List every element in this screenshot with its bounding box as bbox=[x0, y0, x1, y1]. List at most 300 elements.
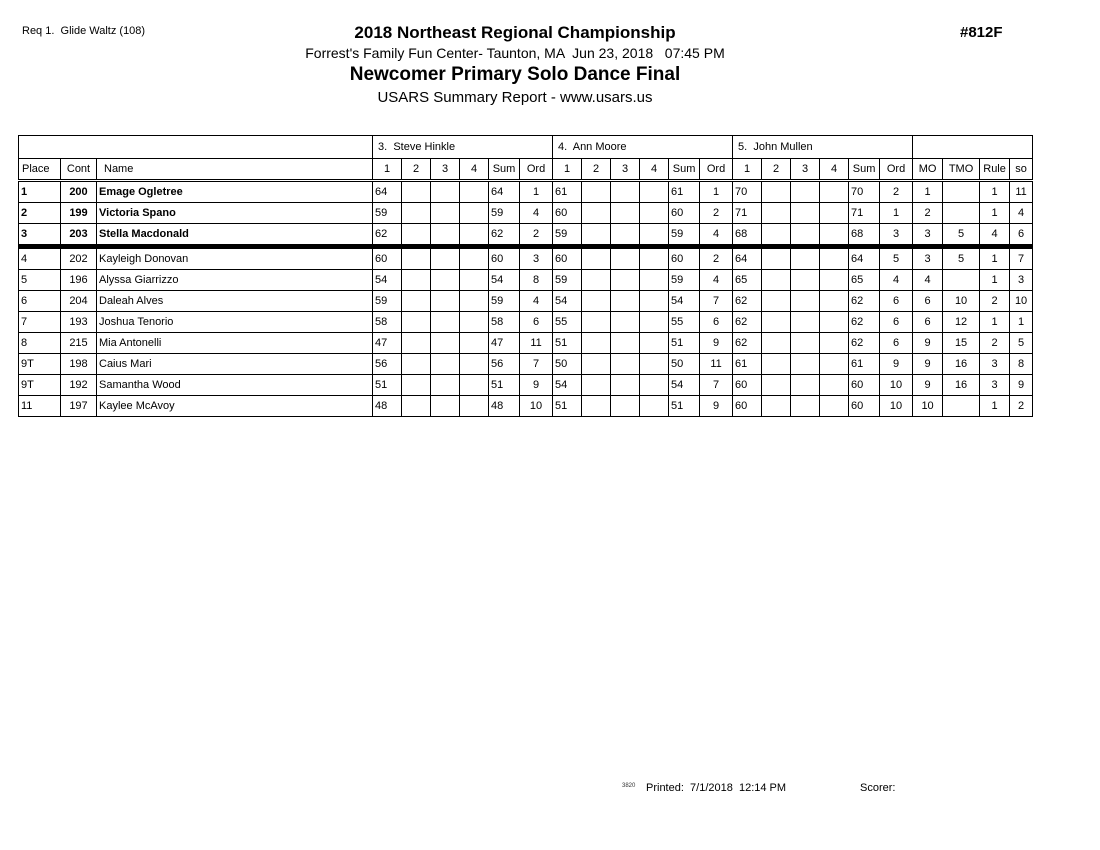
mo-cell: 9 bbox=[913, 333, 943, 354]
sum-cell-judge3: 62 bbox=[849, 312, 880, 333]
score-cell-judge2-4 bbox=[640, 203, 669, 224]
judge-header: 3. Steve Hinkle bbox=[373, 136, 553, 159]
tmo-cell bbox=[943, 270, 980, 291]
requirement-label: Req 1. Glide Waltz (108) bbox=[22, 25, 146, 37]
sum-cell-judge2: 60 bbox=[669, 203, 700, 224]
score-cell-judge3-2 bbox=[762, 333, 791, 354]
col-header-judge1-2: 2 bbox=[402, 159, 431, 181]
score-cell-judge3-3 bbox=[791, 247, 820, 270]
sum-cell-judge2: 54 bbox=[669, 291, 700, 312]
cont-cell: 200 bbox=[61, 181, 97, 203]
score-cell-judge1-2 bbox=[402, 291, 431, 312]
tmo-cell bbox=[943, 396, 980, 417]
name-cell: Samantha Wood bbox=[97, 375, 373, 396]
score-cell-judge1-3 bbox=[431, 354, 460, 375]
ord-cell-judge2: 1 bbox=[700, 181, 733, 203]
ord-cell-judge3: 6 bbox=[880, 291, 913, 312]
score-cell-judge2-3 bbox=[611, 181, 640, 203]
score-cell-judge3-2 bbox=[762, 312, 791, 333]
report-subtitle: USARS Summary Report - www.usars.us bbox=[377, 89, 653, 106]
cont-cell: 199 bbox=[61, 203, 97, 224]
header-spacer-left bbox=[19, 136, 373, 159]
score-cell-judge2-1: 60 bbox=[553, 247, 582, 270]
ord-cell-judge2: 7 bbox=[700, 375, 733, 396]
sum-cell-judge1: 58 bbox=[489, 312, 520, 333]
score-cell-judge2-4 bbox=[640, 291, 669, 312]
place-cell: 3 bbox=[19, 224, 61, 247]
score-cell-judge2-2 bbox=[582, 375, 611, 396]
name-cell: Daleah Alves bbox=[97, 291, 373, 312]
score-cell-judge1-1: 54 bbox=[373, 270, 402, 291]
col-header-judge1-1: 1 bbox=[373, 159, 402, 181]
score-cell-judge3-2 bbox=[762, 247, 791, 270]
ord-cell-judge1: 11 bbox=[520, 333, 553, 354]
score-cell-judge3-1: 61 bbox=[733, 354, 762, 375]
score-cell-judge2-2 bbox=[582, 291, 611, 312]
name-cell: Mia Antonelli bbox=[97, 333, 373, 354]
score-cell-judge1-4 bbox=[460, 203, 489, 224]
mo-cell: 3 bbox=[913, 247, 943, 270]
col-header-judge1-sum: Sum bbox=[489, 159, 520, 181]
ord-cell-judge1: 10 bbox=[520, 396, 553, 417]
ord-cell-judge1: 7 bbox=[520, 354, 553, 375]
score-cell-judge3-2 bbox=[762, 375, 791, 396]
score-cell-judge3-1: 68 bbox=[733, 224, 762, 247]
mo-cell: 6 bbox=[913, 312, 943, 333]
judge-header-row bbox=[19, 136, 1033, 159]
table-row bbox=[19, 354, 1033, 375]
score-cell-judge2-1: 51 bbox=[553, 333, 582, 354]
ord-cell-judge3: 5 bbox=[880, 247, 913, 270]
score-cell-judge2-2 bbox=[582, 396, 611, 417]
score-cell-judge2-2 bbox=[582, 181, 611, 203]
score-cell-judge3-2 bbox=[762, 270, 791, 291]
score-cell-judge2-2 bbox=[582, 203, 611, 224]
score-cell-judge1-2 bbox=[402, 224, 431, 247]
sum-cell-judge1: 62 bbox=[489, 224, 520, 247]
score-cell-judge1-1: 48 bbox=[373, 396, 402, 417]
col-header-judge2-ord: Ord bbox=[700, 159, 733, 181]
sum-cell-judge2: 59 bbox=[669, 270, 700, 291]
score-cell-judge3-1: 71 bbox=[733, 203, 762, 224]
score-cell-judge2-4 bbox=[640, 354, 669, 375]
sum-cell-judge2: 55 bbox=[669, 312, 700, 333]
so-cell: 2 bbox=[1010, 396, 1033, 417]
sum-cell-judge2: 50 bbox=[669, 354, 700, 375]
rule-cell: 2 bbox=[980, 291, 1010, 312]
score-cell-judge3-3 bbox=[791, 396, 820, 417]
ord-cell-judge1: 4 bbox=[520, 291, 553, 312]
ord-cell-judge1: 8 bbox=[520, 270, 553, 291]
score-cell-judge1-3 bbox=[431, 247, 460, 270]
score-cell-judge3-3 bbox=[791, 312, 820, 333]
ord-cell-judge1: 1 bbox=[520, 181, 553, 203]
col-header-place: Place bbox=[19, 159, 61, 181]
ord-cell-judge3: 1 bbox=[880, 203, 913, 224]
sum-cell-judge1: 56 bbox=[489, 354, 520, 375]
score-cell-judge2-1: 59 bbox=[553, 270, 582, 291]
name-cell: Victoria Spano bbox=[97, 203, 373, 224]
sum-cell-judge3: 60 bbox=[849, 375, 880, 396]
score-cell-judge1-2 bbox=[402, 333, 431, 354]
name-cell: Alyssa Giarrizzo bbox=[97, 270, 373, 291]
sum-cell-judge3: 71 bbox=[849, 203, 880, 224]
ord-cell-judge2: 9 bbox=[700, 333, 733, 354]
name-cell: Kaylee McAvoy bbox=[97, 396, 373, 417]
mo-cell: 2 bbox=[913, 203, 943, 224]
sum-cell-judge1: 47 bbox=[489, 333, 520, 354]
table-row bbox=[19, 291, 1033, 312]
col-header-judge3-3: 3 bbox=[791, 159, 820, 181]
score-cell-judge2-2 bbox=[582, 312, 611, 333]
ord-cell-judge3: 3 bbox=[880, 224, 913, 247]
table-row bbox=[19, 333, 1033, 354]
place-cell: 1 bbox=[19, 181, 61, 203]
so-cell: 3 bbox=[1010, 270, 1033, 291]
rule-cell: 1 bbox=[980, 270, 1010, 291]
score-cell-judge3-2 bbox=[762, 203, 791, 224]
table-row bbox=[19, 203, 1033, 224]
score-cell-judge1-1: 64 bbox=[373, 181, 402, 203]
place-cell: 11 bbox=[19, 396, 61, 417]
score-cell-judge1-4 bbox=[460, 333, 489, 354]
ord-cell-judge1: 2 bbox=[520, 224, 553, 247]
sum-cell-judge3: 61 bbox=[849, 354, 880, 375]
judge-header: 4. Ann Moore bbox=[553, 136, 733, 159]
ord-cell-judge2: 9 bbox=[700, 396, 733, 417]
mo-cell: 6 bbox=[913, 291, 943, 312]
rule-cell: 1 bbox=[980, 181, 1010, 203]
score-cell-judge2-3 bbox=[611, 375, 640, 396]
score-cell-judge3-4 bbox=[820, 396, 849, 417]
score-cell-judge2-1: 60 bbox=[553, 203, 582, 224]
place-cell: 2 bbox=[19, 203, 61, 224]
so-cell: 11 bbox=[1010, 181, 1033, 203]
sum-cell-judge1: 51 bbox=[489, 375, 520, 396]
event-code: #812F bbox=[960, 24, 1003, 41]
venue-date-line: Forrest's Family Fun Center- Taunton, MA Jun 23, 2018 07:45 PM bbox=[305, 45, 725, 61]
place-cell: 5 bbox=[19, 270, 61, 291]
table-row bbox=[19, 396, 1033, 417]
sum-cell-judge2: 59 bbox=[669, 224, 700, 247]
col-header-rule: Rule bbox=[980, 159, 1010, 181]
score-cell-judge1-1: 59 bbox=[373, 203, 402, 224]
judge-header: 5. John Mullen bbox=[733, 136, 913, 159]
score-cell-judge3-3 bbox=[791, 181, 820, 203]
col-header-cont: Cont bbox=[61, 159, 97, 181]
ord-cell-judge2: 4 bbox=[700, 224, 733, 247]
event-title: Newcomer Primary Solo Dance Final bbox=[349, 64, 681, 85]
name-cell: Joshua Tenorio bbox=[97, 312, 373, 333]
score-cell-judge1-2 bbox=[402, 396, 431, 417]
score-cell-judge2-1: 51 bbox=[553, 396, 582, 417]
sum-cell-judge3: 62 bbox=[849, 291, 880, 312]
col-header-tmo: TMO bbox=[943, 159, 980, 181]
cont-cell: 193 bbox=[61, 312, 97, 333]
tmo-cell bbox=[943, 203, 980, 224]
tmo-cell: 10 bbox=[943, 291, 980, 312]
mo-cell: 9 bbox=[913, 354, 943, 375]
score-cell-judge2-4 bbox=[640, 270, 669, 291]
sum-cell-judge1: 64 bbox=[489, 181, 520, 203]
score-cell-judge1-3 bbox=[431, 375, 460, 396]
score-cell-judge3-3 bbox=[791, 291, 820, 312]
sum-cell-judge2: 51 bbox=[669, 333, 700, 354]
mo-cell: 1 bbox=[913, 181, 943, 203]
report-header bbox=[0, 22, 1030, 108]
cont-cell: 197 bbox=[61, 396, 97, 417]
sum-cell-judge1: 54 bbox=[489, 270, 520, 291]
score-cell-judge1-4 bbox=[460, 270, 489, 291]
ord-cell-judge2: 7 bbox=[700, 291, 733, 312]
scorer-label: Scorer: bbox=[860, 782, 896, 794]
score-cell-judge1-3 bbox=[431, 224, 460, 247]
col-header-judge2-2: 2 bbox=[582, 159, 611, 181]
cont-cell: 215 bbox=[61, 333, 97, 354]
score-cell-judge3-4 bbox=[820, 247, 849, 270]
col-header-judge2-4: 4 bbox=[640, 159, 669, 181]
ord-cell-judge2: 4 bbox=[700, 270, 733, 291]
score-cell-judge2-2 bbox=[582, 270, 611, 291]
score-cell-judge2-2 bbox=[582, 333, 611, 354]
score-cell-judge1-2 bbox=[402, 203, 431, 224]
score-cell-judge3-2 bbox=[762, 354, 791, 375]
score-cell-judge3-3 bbox=[791, 224, 820, 247]
score-cell-judge2-3 bbox=[611, 312, 640, 333]
score-cell-judge2-4 bbox=[640, 396, 669, 417]
score-cell-judge3-1: 62 bbox=[733, 291, 762, 312]
col-header-judge2-3: 3 bbox=[611, 159, 640, 181]
col-header-mo: MO bbox=[913, 159, 943, 181]
sum-cell-judge1: 48 bbox=[489, 396, 520, 417]
score-cell-judge2-4 bbox=[640, 247, 669, 270]
championship-title: 2018 Northeast Regional Championship bbox=[354, 23, 676, 42]
score-cell-judge1-1: 58 bbox=[373, 312, 402, 333]
place-cell: 9T bbox=[19, 354, 61, 375]
score-cell-judge1-1: 62 bbox=[373, 224, 402, 247]
cont-cell: 198 bbox=[61, 354, 97, 375]
rule-cell: 1 bbox=[980, 203, 1010, 224]
score-cell-judge2-4 bbox=[640, 333, 669, 354]
col-header-judge3-2: 2 bbox=[762, 159, 791, 181]
sum-cell-judge2: 54 bbox=[669, 375, 700, 396]
table-row bbox=[19, 224, 1033, 247]
tmo-cell: 5 bbox=[943, 247, 980, 270]
ord-cell-judge3: 10 bbox=[880, 375, 913, 396]
col-header-judge2-sum: Sum bbox=[669, 159, 700, 181]
sum-cell-judge3: 62 bbox=[849, 333, 880, 354]
table-row bbox=[19, 270, 1033, 291]
rule-cell: 2 bbox=[980, 333, 1010, 354]
score-cell-judge3-4 bbox=[820, 203, 849, 224]
table-row bbox=[19, 375, 1033, 396]
score-cell-judge2-4 bbox=[640, 312, 669, 333]
score-cell-judge1-1: 59 bbox=[373, 291, 402, 312]
score-cell-judge1-3 bbox=[431, 270, 460, 291]
score-cell-judge1-4 bbox=[460, 312, 489, 333]
score-cell-judge3-1: 70 bbox=[733, 181, 762, 203]
score-cell-judge3-4 bbox=[820, 354, 849, 375]
ord-cell-judge3: 4 bbox=[880, 270, 913, 291]
ord-cell-judge3: 6 bbox=[880, 333, 913, 354]
score-cell-judge3-4 bbox=[820, 291, 849, 312]
so-cell: 5 bbox=[1010, 333, 1033, 354]
so-cell: 10 bbox=[1010, 291, 1033, 312]
so-cell: 1 bbox=[1010, 312, 1033, 333]
score-cell-judge2-3 bbox=[611, 354, 640, 375]
score-cell-judge1-1: 60 bbox=[373, 247, 402, 270]
col-header-name: Name bbox=[97, 159, 373, 181]
place-cell: 7 bbox=[19, 312, 61, 333]
score-cell-judge3-1: 62 bbox=[733, 312, 762, 333]
score-cell-judge3-1: 65 bbox=[733, 270, 762, 291]
score-cell-judge2-1: 54 bbox=[553, 291, 582, 312]
score-cell-judge3-2 bbox=[762, 291, 791, 312]
rule-cell: 3 bbox=[980, 375, 1010, 396]
score-cell-judge3-2 bbox=[762, 224, 791, 247]
tmo-cell: 15 bbox=[943, 333, 980, 354]
sum-cell-judge3: 60 bbox=[849, 396, 880, 417]
score-cell-judge2-3 bbox=[611, 333, 640, 354]
score-cell-judge2-1: 50 bbox=[553, 354, 582, 375]
score-cell-judge3-4 bbox=[820, 375, 849, 396]
score-cell-judge3-3 bbox=[791, 270, 820, 291]
sum-cell-judge3: 65 bbox=[849, 270, 880, 291]
so-cell: 4 bbox=[1010, 203, 1033, 224]
score-cell-judge1-3 bbox=[431, 312, 460, 333]
mo-cell: 3 bbox=[913, 224, 943, 247]
ord-cell-judge2: 11 bbox=[700, 354, 733, 375]
cont-cell: 196 bbox=[61, 270, 97, 291]
score-cell-judge1-4 bbox=[460, 375, 489, 396]
name-cell: Caius Mari bbox=[97, 354, 373, 375]
place-cell: 8 bbox=[19, 333, 61, 354]
col-header-judge3-sum: Sum bbox=[849, 159, 880, 181]
footer-code: 3820 bbox=[622, 783, 636, 789]
score-cell-judge2-2 bbox=[582, 247, 611, 270]
cont-cell: 204 bbox=[61, 291, 97, 312]
name-cell: Kayleigh Donovan bbox=[97, 247, 373, 270]
summary-table bbox=[18, 135, 1033, 417]
col-header-judge2-1: 1 bbox=[553, 159, 582, 181]
score-cell-judge3-1: 62 bbox=[733, 333, 762, 354]
col-header-judge3-1: 1 bbox=[733, 159, 762, 181]
score-cell-judge1-2 bbox=[402, 312, 431, 333]
rule-cell: 3 bbox=[980, 354, 1010, 375]
score-cell-judge1-2 bbox=[402, 375, 431, 396]
score-cell-judge1-2 bbox=[402, 354, 431, 375]
score-cell-judge2-3 bbox=[611, 270, 640, 291]
printed-timestamp: Printed: 7/1/2018 12:14 PM bbox=[646, 782, 787, 794]
sum-cell-judge2: 51 bbox=[669, 396, 700, 417]
sum-cell-judge1: 60 bbox=[489, 247, 520, 270]
score-cell-judge1-3 bbox=[431, 181, 460, 203]
table-row bbox=[19, 247, 1033, 270]
score-cell-judge1-2 bbox=[402, 270, 431, 291]
tmo-cell bbox=[943, 181, 980, 203]
sum-cell-judge3: 64 bbox=[849, 247, 880, 270]
so-cell: 7 bbox=[1010, 247, 1033, 270]
ord-cell-judge1: 9 bbox=[520, 375, 553, 396]
score-cell-judge3-4 bbox=[820, 181, 849, 203]
place-cell: 4 bbox=[19, 247, 61, 270]
rule-cell: 4 bbox=[980, 224, 1010, 247]
score-cell-judge3-3 bbox=[791, 375, 820, 396]
score-cell-judge2-2 bbox=[582, 224, 611, 247]
tmo-cell: 16 bbox=[943, 354, 980, 375]
mo-cell: 4 bbox=[913, 270, 943, 291]
score-cell-judge1-4 bbox=[460, 396, 489, 417]
ord-cell-judge3: 6 bbox=[880, 312, 913, 333]
ord-cell-judge1: 3 bbox=[520, 247, 553, 270]
sum-cell-judge1: 59 bbox=[489, 291, 520, 312]
score-cell-judge1-3 bbox=[431, 396, 460, 417]
score-cell-judge3-4 bbox=[820, 224, 849, 247]
col-header-judge3-ord: Ord bbox=[880, 159, 913, 181]
ord-cell-judge3: 2 bbox=[880, 181, 913, 203]
tmo-cell: 16 bbox=[943, 375, 980, 396]
ord-cell-judge1: 4 bbox=[520, 203, 553, 224]
score-cell-judge1-4 bbox=[460, 291, 489, 312]
score-cell-judge3-1: 60 bbox=[733, 396, 762, 417]
score-cell-judge3-2 bbox=[762, 396, 791, 417]
rule-cell: 1 bbox=[980, 396, 1010, 417]
header-spacer-right bbox=[913, 136, 1033, 159]
score-cell-judge3-1: 60 bbox=[733, 375, 762, 396]
col-header-judge1-4: 4 bbox=[460, 159, 489, 181]
rule-cell: 1 bbox=[980, 312, 1010, 333]
score-cell-judge1-4 bbox=[460, 224, 489, 247]
score-cell-judge1-3 bbox=[431, 203, 460, 224]
score-cell-judge2-4 bbox=[640, 375, 669, 396]
sum-cell-judge3: 68 bbox=[849, 224, 880, 247]
so-cell: 9 bbox=[1010, 375, 1033, 396]
score-cell-judge1-3 bbox=[431, 291, 460, 312]
score-cell-judge3-4 bbox=[820, 312, 849, 333]
column-header-row bbox=[19, 159, 1033, 181]
score-cell-judge2-1: 61 bbox=[553, 181, 582, 203]
so-cell: 8 bbox=[1010, 354, 1033, 375]
score-cell-judge2-3 bbox=[611, 203, 640, 224]
col-header-so: so bbox=[1010, 159, 1033, 181]
table-row bbox=[19, 181, 1033, 203]
col-header-judge1-3: 3 bbox=[431, 159, 460, 181]
table-row bbox=[19, 312, 1033, 333]
score-cell-judge2-3 bbox=[611, 396, 640, 417]
ord-cell-judge2: 6 bbox=[700, 312, 733, 333]
cont-cell: 202 bbox=[61, 247, 97, 270]
mo-cell: 9 bbox=[913, 375, 943, 396]
score-cell-judge2-1: 54 bbox=[553, 375, 582, 396]
sum-cell-judge2: 61 bbox=[669, 181, 700, 203]
score-cell-judge2-4 bbox=[640, 181, 669, 203]
score-cell-judge1-3 bbox=[431, 333, 460, 354]
score-cell-judge3-4 bbox=[820, 333, 849, 354]
col-header-judge3-4: 4 bbox=[820, 159, 849, 181]
rule-cell: 1 bbox=[980, 247, 1010, 270]
place-cell: 6 bbox=[19, 291, 61, 312]
mo-cell: 10 bbox=[913, 396, 943, 417]
score-cell-judge1-4 bbox=[460, 247, 489, 270]
score-cell-judge3-3 bbox=[791, 333, 820, 354]
score-cell-judge1-4 bbox=[460, 181, 489, 203]
score-cell-judge2-1: 55 bbox=[553, 312, 582, 333]
name-cell: Emage Ogletree bbox=[97, 181, 373, 203]
score-cell-judge3-2 bbox=[762, 181, 791, 203]
score-cell-judge1-1: 51 bbox=[373, 375, 402, 396]
cont-cell: 203 bbox=[61, 224, 97, 247]
sum-cell-judge2: 60 bbox=[669, 247, 700, 270]
